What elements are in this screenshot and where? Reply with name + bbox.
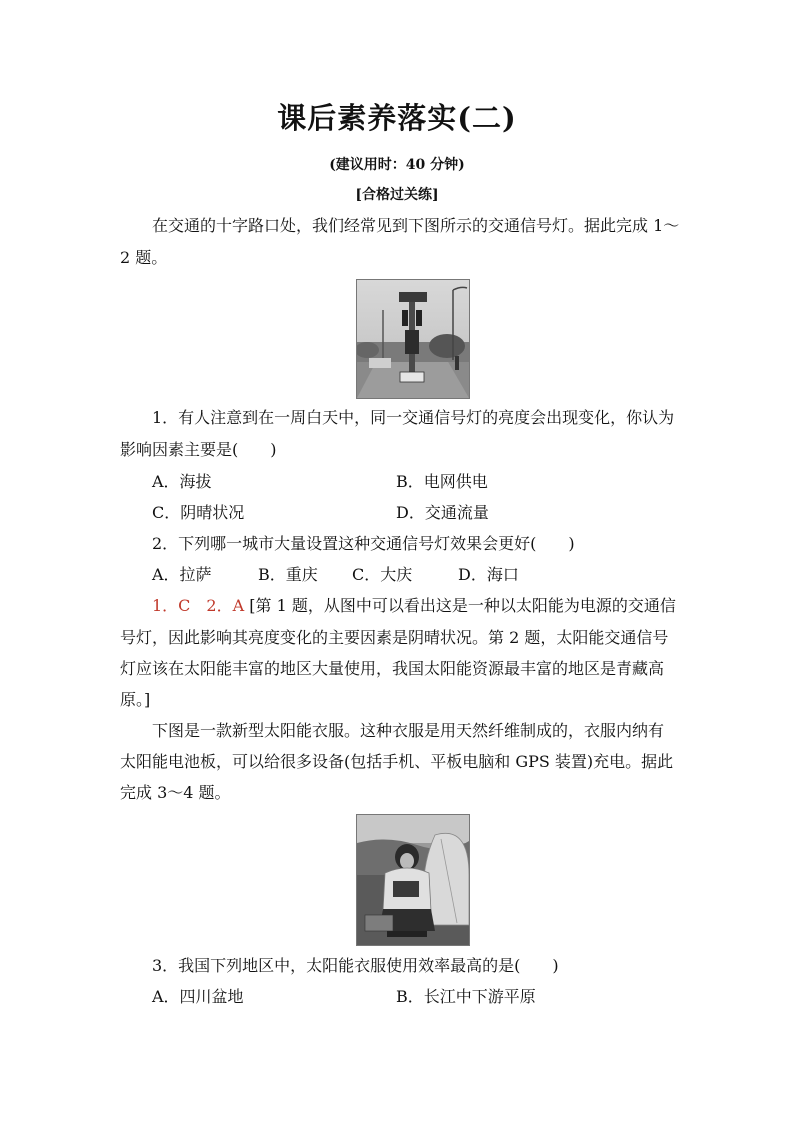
question-1-stem-line-1: 1．有人注意到在一周白天中，同一交通信号灯的亮度会出现变化，你认为 (152, 408, 675, 427)
question-2-option-d: D．海口 (458, 565, 519, 584)
question-1-option-c: C．阴晴状况 (152, 503, 245, 522)
intro-2-line-2: 太阳能电池板，可以给很多设备(包括手机、平板电脑和 GPS 装置)充电。据此 (120, 752, 674, 771)
question-1-option-b: B．电网供电 (396, 472, 488, 491)
section-heading: [合格过关练] (355, 187, 439, 203)
question-2-option-b: B．重庆 (258, 565, 318, 584)
time-note: (建议用时：40 分钟) (329, 157, 465, 173)
answer-1-2-line-2: 号灯，因此影响其亮度变化的主要因素是阴晴状况。第 2 题，太阳能交通信号 (120, 628, 669, 647)
intro-2-line-3: 完成 3～4 题。 (120, 783, 231, 802)
traffic-light-photo (356, 279, 470, 399)
answer-explanation-start: [第 1 题，从图中可以看出这是一种以太阳能为电源的交通信 (249, 596, 676, 615)
answer-1-2-line-4: 原。] (120, 690, 151, 709)
solar-clothing-photo (356, 814, 470, 946)
question-2-stem: 2．下列哪一城市大量设置这种交通信号灯效果会更好( ) (152, 534, 575, 553)
intro-1-line-1: 在交通的十字路口处，我们经常见到下图所示的交通信号灯。据此完成 1～ (152, 216, 680, 235)
question-3-option-a: A．四川盆地 (152, 987, 244, 1006)
question-2-option-c: C．大庆 (352, 565, 413, 584)
answer-1-2-line-3: 灯应该在太阳能丰富的地区大量使用，我国太阳能资源最丰富的地区是青藏高 (120, 659, 665, 678)
answer-key: 1．C 2．A (152, 596, 245, 615)
question-1-option-d: D．交通流量 (396, 503, 489, 522)
question-1-stem-line-2: 影响因素主要是( ) (120, 440, 277, 459)
question-2-option-a: A．拉萨 (152, 565, 212, 584)
question-3-option-b: B．长江中下游平原 (396, 987, 536, 1006)
answer-1-2-line-1 (152, 596, 686, 616)
intro-1-line-2: 2 题。 (120, 248, 168, 267)
page-title: 课后素养落实(二) (277, 101, 517, 135)
intro-2-line-1: 下图是一款新型太阳能衣服。这种衣服是用天然纤维制成的，衣服内纳有 (152, 721, 665, 740)
question-1-option-a: A．海拔 (152, 472, 212, 491)
question-3-stem: 3．我国下列地区中，太阳能衣服使用效率最高的是( ) (152, 956, 559, 975)
